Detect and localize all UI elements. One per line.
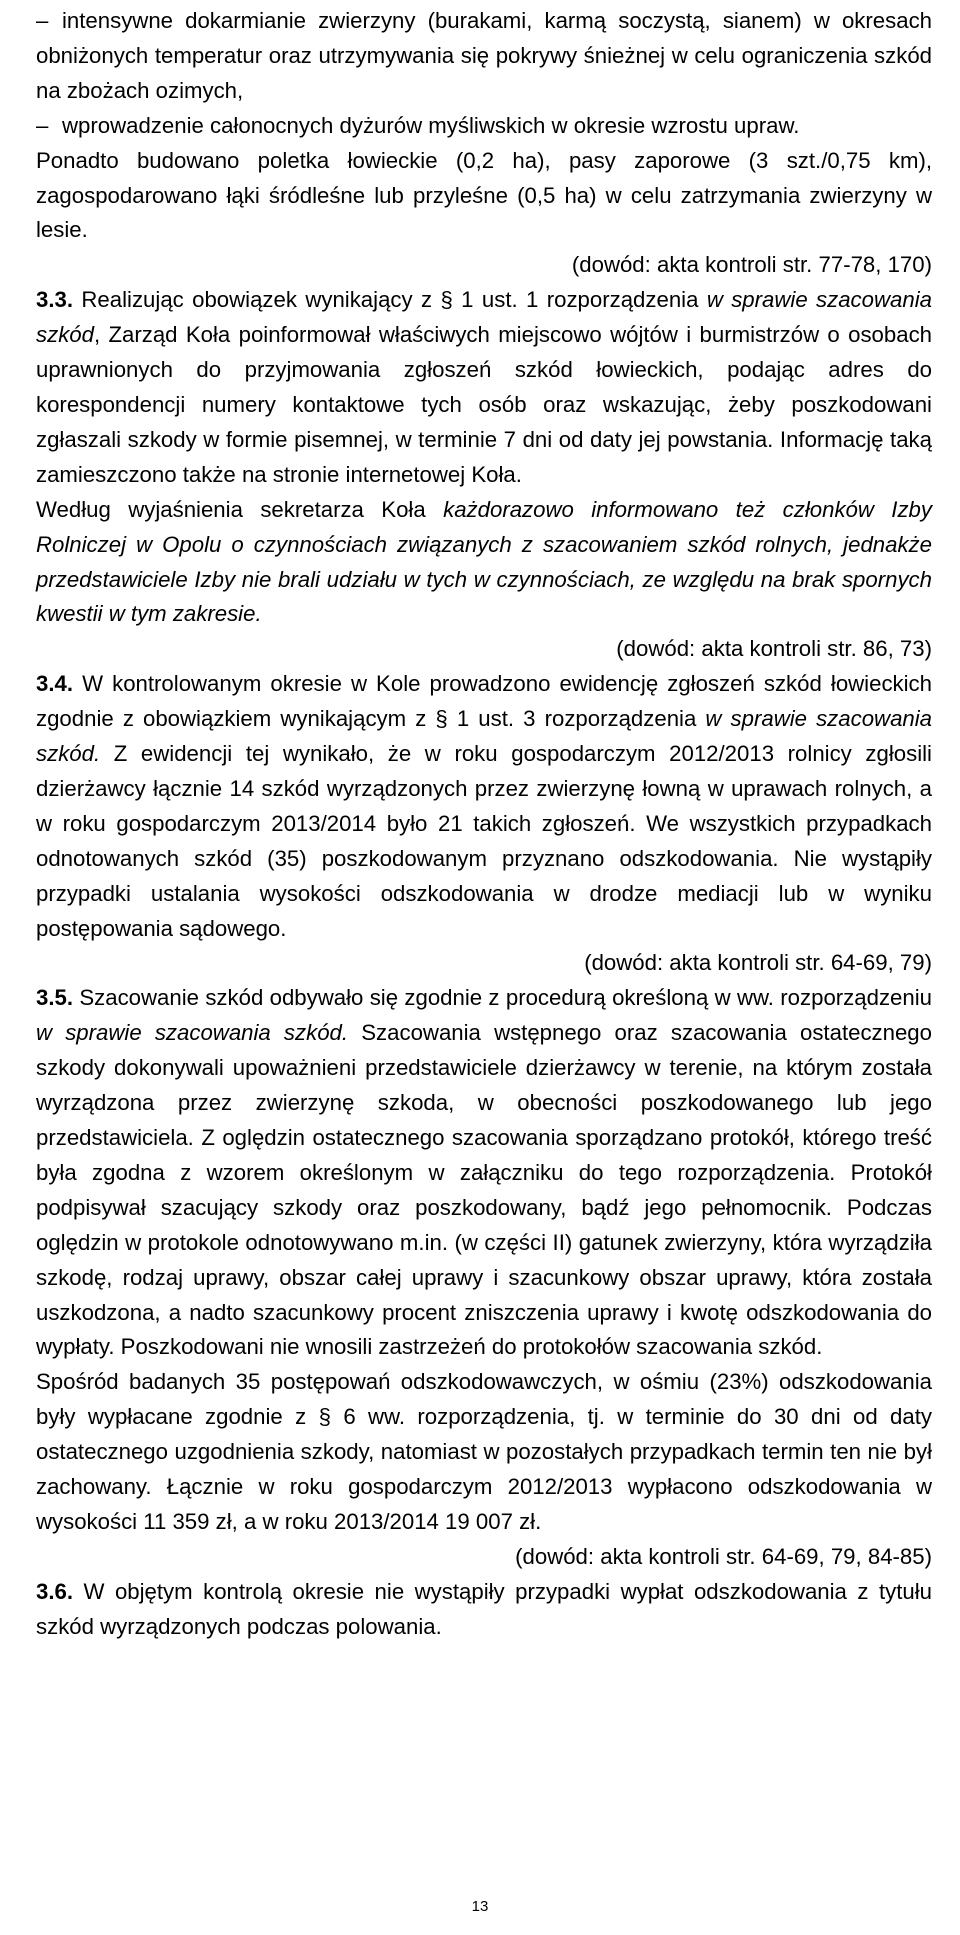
section-symbol: § — [435, 706, 448, 732]
section-number: 3.4. — [36, 671, 74, 697]
section-3-4: 3.4. W kontrolowanym okresie w Kole prowadzono ewidencję zgłoszeń szkód łowieckich zgodnie z obowiązkiem wynikającym z § 1 ust. 3 rozporządzenia w sprawie szacowania szkód. Z ewidencji tej wynikało, że w roku gospodarczym 2012/2013 rolnicy zgłosili dzierżawcy łącznie 14 szkód wyrządzonych przez zwierzynę łowną w uprawach rolnych, a w roku gospodarczym 2013/2014 było 21 takich zgłoszeń. We wszystkich przypadkach odnotowanych szkód (35) poszkodowanym przyznano odszkodowania. Nie wystąpiły przypadki ustalania wysokości odszkodowania w drodze mediacji lub w wyniku postępowania sądowego. — [36, 671, 933, 941]
section-number: 3.6. — [36, 1578, 74, 1604]
section-3-6: 3.6. W objętym kontrolą okresie nie wystąpiły przypadki wypłat odszkodowania z tytułu szkód wyrządzonych podczas polowania. — [36, 1578, 932, 1639]
section-number: 3.5. — [36, 985, 74, 1011]
section-3-3: 3.3. Realizując obowiązek wynikający z § 1 ust. 1 rozporządzenia w sprawie szacowania szkód, Zarząd Koła poinformował właściwych miejscowo wójtów i burmistrzów o osobach uprawnionych do przyjmowania zgłoszeń szkód łowieckich, podając adres do korespondencji numery kontaktowe tych osób oraz wskazując, żeby poszkodowani zgłaszali szkody w formie pisemnej, w terminie 7 dni od daty jej powstania. Informację taką zamieszczono także na stronie internetowej Koła. — [36, 287, 932, 487]
dash-bullet: – — [36, 8, 49, 33]
list-item-text: intensywne dokarmianie zwierzyny (burakami, karmą soczystą, sianem) w okresach obniżonych temperatur oraz utrzymywania się pokrywy śnieżnej w celu ograniczenia szkód na zbożach ozimych, — [36, 8, 932, 103]
paragraph-wyjasnienie: Według wyjaśnienia sekretarza Koła każdorazowo informowano też członków Izby Rolniczej w Opolu o czynnościach związanych z szacowaniem szkód rolnych, jednakże przedstawiciele Izby nie brali udziału w tych w czynnościach, ze względu na brak spornych kwestii w tym zakresie. — [36, 496, 932, 627]
dash-bullet: – — [36, 112, 49, 138]
evidence-reference: (dowód: akta kontroli str. 64-69, 79, 84-85) — [515, 1543, 932, 1569]
document-body — [36, 4, 932, 1645]
evidence-reference: (dowód: akta kontroli str. 86, 73) — [616, 636, 932, 662]
evidence-reference: (dowód: akta kontroli str. 64-69, 79) — [584, 950, 932, 976]
paragraph-sposrod: Spośród badanych 35 postępowań odszkodowawczych, w ośmiu (23%) odszkodowania były wypłacane zgodnie z § 6 ww. rozporządzenia, tj. w terminie do 30 dni od daty ostatecznego uzgodnienia szkody, natomiast w pozostałych przypadkach termin ten nie był zachowany. Łącznie w roku gospodarczym 2012/2013 wypłacono odszkodowania w wysokości 11 359 zł, a w roku 2013/2014 19 007 zł. — [36, 1369, 932, 1534]
list-item — [36, 109, 932, 144]
italic-quote: każdorazowo informowano też członków Izby Rolniczej w Opolu o czynnościach związanych z szacowaniem szkód rolnych, jednakże przedstawiciele Izby nie brali udziału w tych w czynnościach, ze względu na brak spornych kwestii w tym zakresie. — [36, 496, 932, 627]
evidence-reference: (dowód: akta kontroli str. 77-78, 170) — [571, 252, 932, 278]
italic-phrase: w sprawie szacowania szkód — [36, 287, 932, 348]
page-number: 13 — [471, 1898, 489, 1915]
paragraph-ponadto: Ponadto budowano poletka łowieckie (0,2 ha), pasy zaporowe (3 szt./0,75 km), zagospodarowano łąki śródleśne lub przyleśne (0,5 ha) w celu zatrzymania zwierzyny w lesie. — [36, 147, 932, 243]
section-3-5: 3.5. Szacowanie szkód odbywało się zgodnie z procedurą określoną w ww. rozporządzeniu w sprawie szacowania szkód. Szacowania wstępnego oraz szacowania ostatecznego szkody dokonywali upoważnieni przedstawiciele dzierżawcy w terenie, na którym została wyrządzona przez zwierzynę szkoda, w obecności poszkodowanego lub jego przedstawiciela. Z oględzin ostatecznego szacowania sporządzano protokół, którego treść była zgodna z wzorem określonym w załączniku do tego rozporządzenia. Protokół podpisywał szacujący szkody oraz poszkodowany, bądź jego pełnomocnik. Podczas oględzin w protokole odnotowywano m.in. (w części II) gatunek zwierzyny, która wyrządziła szkodę, rodzaj uprawy, obszar całej uprawy i szacunkowy obszar uprawy, która została uszkodzona, a nadto szacunkowy procent zniszczenia uprawy i kwotę odszkodowania do wypłaty. Poszkodowani nie wnosili zastrzeżeń do protokołów szacowania szkód. — [36, 985, 932, 1360]
list-item-text: wprowadzenie całonocnych dyżurów myśliwskich w okresie wzrostu upraw. — [62, 112, 800, 138]
section-symbol: § — [318, 1404, 331, 1430]
italic-phrase: w sprawie szacowania szkód. — [36, 1020, 349, 1046]
section-symbol: § — [440, 287, 453, 313]
section-number: 3.3. — [36, 287, 74, 313]
italic-phrase: w sprawie szacowania szkód. — [36, 706, 933, 767]
list-item — [36, 4, 932, 109]
